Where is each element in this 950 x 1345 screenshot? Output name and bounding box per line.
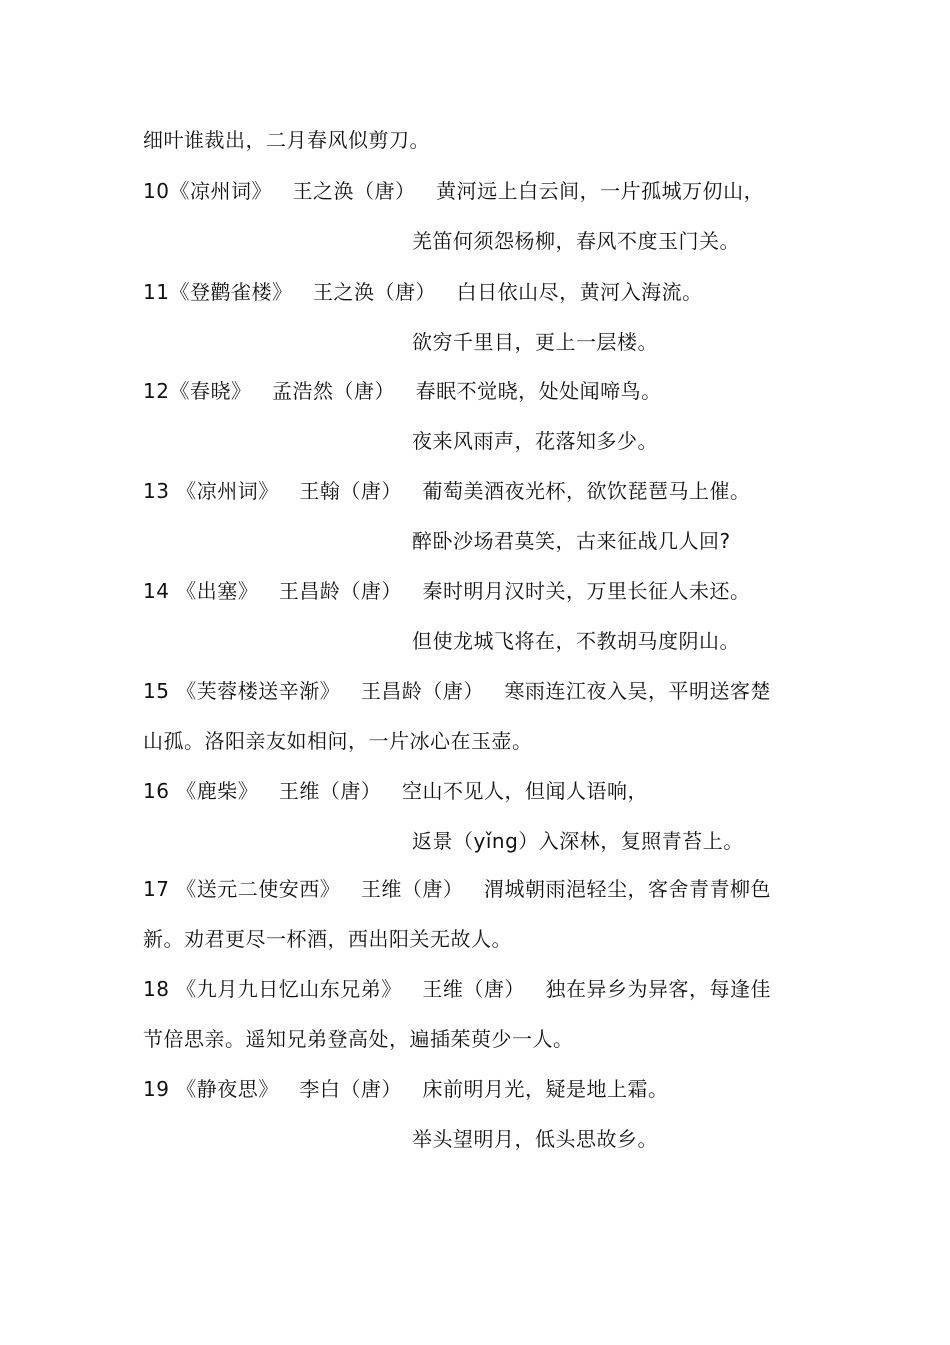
poem-19-line-2: 举头望明月，低头思故乡。 [412, 1127, 658, 1151]
poem-16-line-2: 返景（yǐng）入深林，复照青苔上。 [412, 829, 744, 853]
poem-16-heading: 16 《鹿柴》 王维（唐） 空山不见人，但闻人语响， [143, 779, 648, 803]
poem-12-line-2: 夜来风雨声，花落知多少。 [412, 429, 658, 453]
poem-19-heading: 19 《静夜思》 李白（唐） 床前明月光，疑是地上霜。 [143, 1077, 669, 1101]
poem-18-line-2: 节倍思亲。遥知兄弟登高处，遍插茱萸少一人。 [143, 1027, 574, 1051]
poem-13-heading: 13 《凉州词》 王翰（唐） 葡萄美酒夜光杯，欲饮琵琶马上催。 [143, 479, 751, 503]
poem-11-heading: 11《登鹳雀楼》 王之涣（唐） 白日依山尽，黄河入海流。 [143, 280, 703, 304]
poem-18-heading: 18 《九月九日忆山东兄弟》 王维（唐） 独在异乡为异客，每逢佳 [143, 977, 771, 1001]
poem-17-line-2: 新。劝君更尽一杯酒，西出阳关无故人。 [143, 927, 512, 951]
poem-17-heading: 17 《送元二使安西》 王维（唐） 渭城朝雨浥轻尘，客舍青青柳色 [143, 877, 771, 901]
poem-15-heading: 15 《芙蓉楼送辛渐》 王昌龄（唐） 寒雨连江夜入吴，平明送客楚 [143, 679, 771, 703]
poem-14-heading: 14 《出塞》 王昌龄（唐） 秦时明月汉时关，万里长征人未还。 [143, 579, 751, 603]
poem-10-heading: 10《凉州词》 王之涣（唐） 黄河远上白云间，一片孤城万仞山， [143, 179, 765, 203]
poem-15-line-2: 山孤。洛阳亲友如相问，一片冰心在玉壶。 [143, 729, 533, 753]
poem-12-heading: 12《春晓》 孟浩然（唐） 春眠不觉晓，处处闻啼鸟。 [143, 379, 662, 403]
poem-14-line-2: 但使龙城飞将在，不教胡马度阴山。 [412, 629, 740, 653]
poem-11-line-2: 欲穷千里目，更上一层楼。 [412, 330, 658, 354]
poem-13-line-2: 醉卧沙场君莫笑，古来征战几人回? [412, 529, 731, 553]
poem-10-line-2: 羌笛何须怨杨柳，春风不度玉门关。 [412, 229, 740, 253]
text-line: 细叶谁裁出，二月春风似剪刀。 [143, 128, 430, 152]
